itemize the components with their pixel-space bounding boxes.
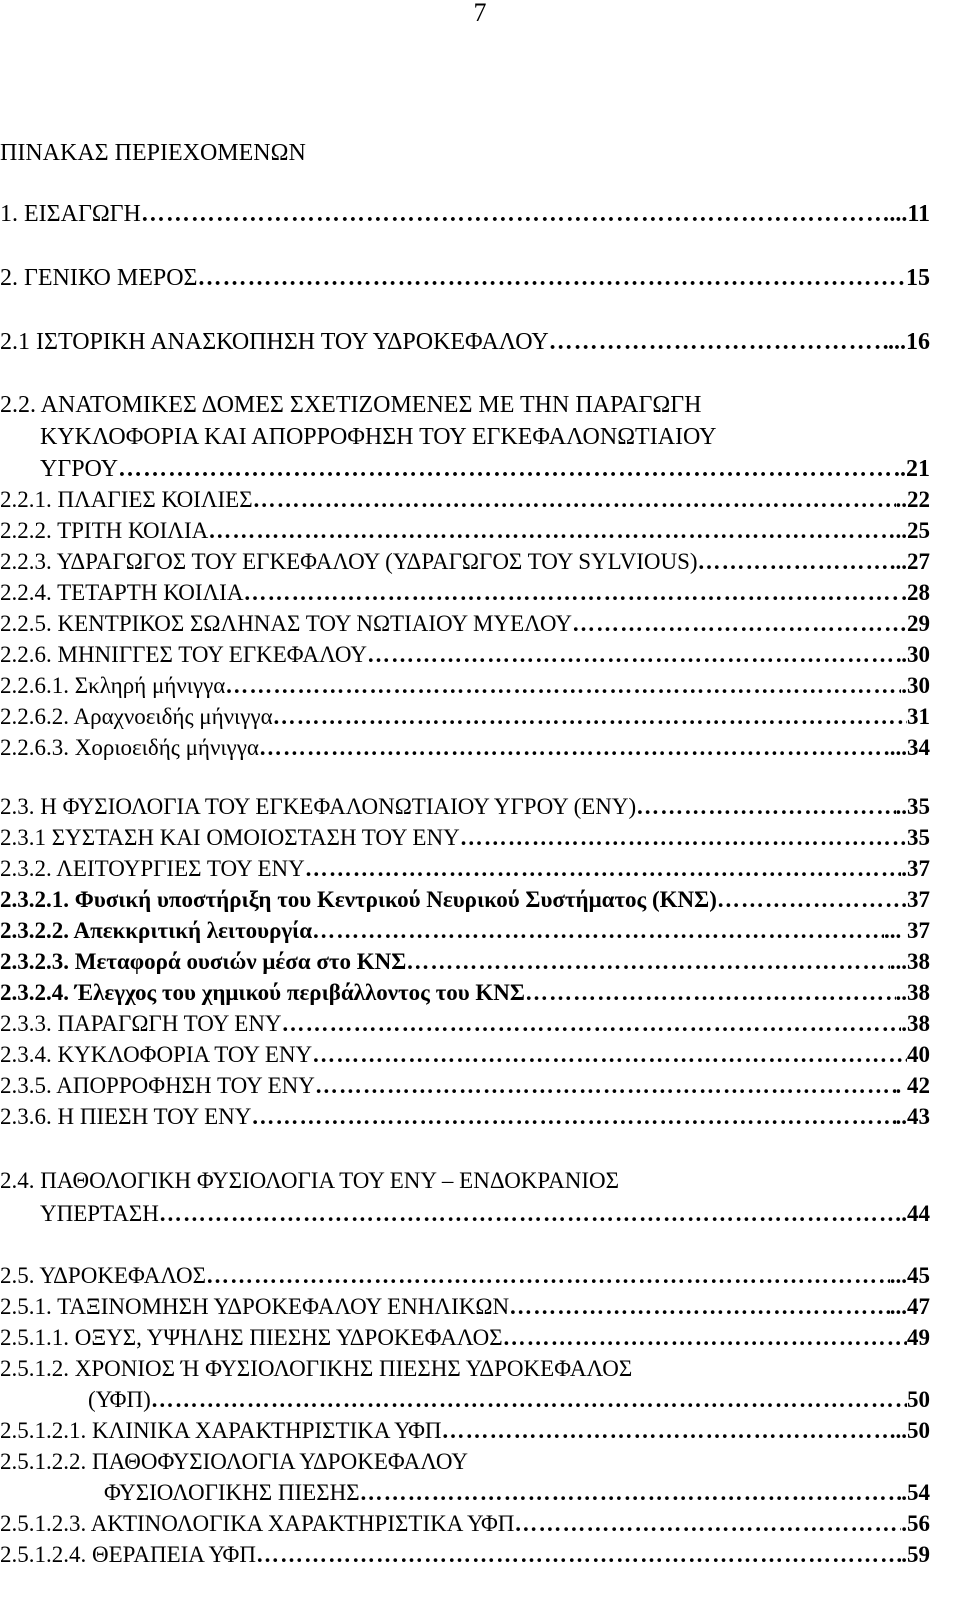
toc-entry-page: .30 <box>901 642 930 667</box>
toc-entry-page: ...11 <box>889 201 930 227</box>
toc-entry-page: ..25 <box>895 518 930 543</box>
toc-entry-title: 2.4. ΠΑΘΟΛΟΓΙΚΗ ΦΥΣΙΟΛΟΓΙΑ ΤΟΥ ΕΝΥ – ΕΝΔΟΚΡΑΝΙΟΣ <box>0 1168 619 1193</box>
toc-entry-title: 2. ΓΕΝΙΚΟ ΜΕΡΟΣ <box>0 265 198 291</box>
page-number: 7 <box>473 0 487 27</box>
toc-entry <box>0 1353 930 1385</box>
toc-entry-page: 40 <box>907 1042 930 1067</box>
toc-entry-page: .38 <box>901 1011 930 1036</box>
toc-leader <box>141 198 889 230</box>
toc-entry-page: ...27 <box>889 549 930 574</box>
toc-leader <box>503 1322 907 1354</box>
toc-leader <box>273 701 907 733</box>
toc-entry-continuation <box>104 1477 930 1509</box>
toc-entry-title: 2.5.1.2.3. ΑΚΤΙΝΟΛΟΓΙΚΑ ΧΑΡΑΚΤΗΡΙΣΤΙΚΑ ΥΦΠ <box>0 1511 515 1536</box>
toc-entry-page: 15 <box>906 265 930 291</box>
toc-entry <box>0 1322 930 1354</box>
toc-entry-page: ..22 <box>895 487 930 512</box>
toc-leader <box>259 732 890 764</box>
toc-leader <box>525 977 896 1009</box>
toc-leader <box>151 1384 907 1416</box>
toc-entry-page: ..43 <box>895 1104 930 1129</box>
toc-entry-page: .59 <box>901 1542 930 1567</box>
toc-entry-title: 2.5.1.2.4. ΘΕΡΑΠΕΙΑ ΥΦΠ <box>0 1542 256 1567</box>
toc-entry-page: ...45 <box>889 1263 930 1288</box>
toc-entry <box>0 608 930 640</box>
toc-entry-title: 2.2.6.1. Σκληρή μήνιγγα <box>0 673 226 698</box>
toc-entry-title: 2.3.2. ΛΕΙΤΟΥΡΓΙΕΣ ΤΟΥ ΕΝΥ <box>0 856 305 881</box>
toc-entry <box>0 198 930 230</box>
toc-entry <box>0 1260 930 1292</box>
toc-entry-title: 2.1 ΙΣΤΟΡΙΚΗ ΑΝΑΣΚΟΠΗΣΗ ΤΟΥ ΥΔΡΟΚΕΦΑΛΟΥ <box>0 329 549 355</box>
toc-leader <box>698 546 890 578</box>
toc-entry-page: ... 37 <box>884 918 930 943</box>
toc-entry-page: .54 <box>901 1480 930 1505</box>
toc-entry <box>0 515 930 547</box>
toc-entry <box>0 1539 930 1571</box>
toc-leader <box>312 1039 907 1071</box>
toc-entry-title: 2.5.1.2.1. ΚΛΙΝΙΚΑ ΧΑΡΑΚΤΗΡΙΣΤΙΚΑ ΥΦΠ <box>0 1418 442 1443</box>
toc-leader <box>572 608 907 640</box>
toc-leader <box>305 853 902 885</box>
toc-entry <box>0 1446 930 1478</box>
toc-leader <box>312 915 884 947</box>
toc-entry-continuation <box>40 1198 930 1230</box>
toc-entry-page: .44 <box>901 1201 930 1226</box>
toc-leader <box>198 262 906 294</box>
toc-entry-title: 2.5.1.2. ΧΡΟΝΙΟΣ Ή ΦΥΣΙΟΛΟΓΙΚΗΣ ΠΙΕΣΗΣ ΥΔΡΟΚΕΦΑΛΟΣ <box>0 1356 633 1381</box>
toc-leader <box>406 946 889 978</box>
toc-entry-title: 2.3.6. Η ΠΙΕΣΗ ΤΟΥ ΕΝΥ <box>0 1104 252 1129</box>
toc-entry-title: 2.2.3. ΥΔΡΑΓΩΓΟΣ ΤΟΥ ΕΓΚΕΦΑΛΟΥ (ΥΔΡΑΓΩΓΟΣ ΤΟΥ SYLVIOUS) <box>0 549 698 574</box>
toc-entry-title: 2.2.2. ΤΡΙΤΗ ΚΟΙΛΙΑ <box>0 518 209 543</box>
toc-entry <box>0 915 930 947</box>
toc-entry <box>0 791 930 823</box>
toc-entry-title: 2.3.2.1. Φυσική υποστήριξη του Κεντρικού Νευρικού Συστήματος (ΚΝΣ) <box>0 887 717 912</box>
toc-entry-title: 2.5.1.1. ΟΞΥΣ, ΥΨΗΛΗΣ ΠΙΕΣΗΣ ΥΔΡΟΚΕΦΑΛΟΣ <box>0 1325 503 1350</box>
toc-entry-page: ...47 <box>889 1294 930 1319</box>
toc-entry-page: .37 <box>901 856 930 881</box>
toc-entry-title: 2.5. ΥΔΡΟΚΕΦΑΛΟΣ <box>0 1263 207 1288</box>
toc-entry-title: ΥΓΡΟΥ <box>40 456 119 482</box>
toc-entry <box>0 670 930 702</box>
toc-entry <box>0 262 930 294</box>
toc-entry-title: 2.5.1.2.2. ΠΑΘΟΦΥΣΙΟΛΟΓΙΑ ΥΔΡΟΚΕΦΑΛΟΥ <box>0 1449 468 1474</box>
toc-entry-page: .28 <box>901 580 930 605</box>
toc-entry-page: 35 <box>907 825 930 850</box>
toc-entry-title: 2.3.3. ΠΑΡΑΓΩΓΗ ΤΟΥ ΕΝΥ <box>0 1011 282 1036</box>
toc-leader <box>717 884 901 916</box>
toc-leader <box>208 515 895 547</box>
toc-leader <box>367 639 901 671</box>
toc-entry <box>0 577 930 609</box>
toc-entry-title: 2.3.1 ΣΥΣΤΑΣΗ ΚΑΙ ΟΜΟΙΟΣΤΑΣΗ ΤΟΥ ΕΝΥ <box>0 825 460 850</box>
toc-entry <box>0 1070 930 1102</box>
toc-entry-page: ...34 <box>889 735 930 760</box>
toc-entry-title: 2.3.2.2. Απεκκριτική λειτουργία <box>0 918 313 943</box>
toc-leader <box>442 1415 890 1447</box>
toc-entry <box>0 701 930 733</box>
toc-entry <box>0 546 930 578</box>
toc-entry-title: 2.3.4. ΚΥΚΛΟΦΟΡΙΑ ΤΟΥ ΕΝΥ <box>0 1042 313 1067</box>
toc-entry-title: 2.2.6.2. Αραχνοειδής μήνιγγα <box>0 704 273 729</box>
toc-entry-title: 2.3. Η ΦΥΣΙΟΛΟΓΙΑ ΤΟΥ ΕΓΚΕΦΑΛΟΝΩΤΙΑΙΟΥ ΥΓΡΟΥ (ΕΝΥ) <box>0 794 637 819</box>
toc-entry <box>0 1039 930 1071</box>
toc-entry <box>0 853 930 885</box>
toc-entry-title: 2.3.2.3. Μεταφορά ουσιών μέσα στο ΚΝΣ <box>0 949 407 974</box>
toc-entry-continuation <box>40 421 930 453</box>
toc-entry-title: (ΥΦΠ) <box>88 1387 151 1412</box>
toc-entry-page: .56 <box>901 1511 930 1536</box>
toc-entry-title: 2.3.5. ΑΠΟΡΡΟΦΗΣΗ ΤΟΥ ΕΝΥ <box>0 1073 315 1098</box>
toc-entry-title: 2.2.1. ΠΛΑΓΙΕΣ ΚΟΙΛΙΕΣ <box>0 487 253 512</box>
toc-entry <box>0 1415 930 1447</box>
toc-leader <box>253 484 896 516</box>
toc-entry-page: ..38 <box>895 980 930 1005</box>
toc-entry-title: 2.2.4. ΤΕΤΑΡΤΗ ΚΟΙΛΙΑ <box>0 580 244 605</box>
toc-entry-page: .37 <box>901 887 930 912</box>
toc-leader <box>549 326 888 358</box>
toc-entry <box>0 1008 930 1040</box>
toc-leader <box>159 1198 901 1230</box>
toc-leader <box>514 1508 901 1540</box>
toc-entry-title: 2.2.6. ΜΗΝΙΓΓΕΣ ΤΟΥ ΕΓΚΕΦΑΛΟΥ <box>0 642 367 667</box>
toc-entry <box>0 977 930 1009</box>
toc-leader <box>118 453 900 485</box>
toc-entry <box>0 732 930 764</box>
toc-entry-continuation <box>88 1384 930 1416</box>
toc-entry-title: 2.3.2.4. Έλεγχος του χημικού περιβάλλοντος του ΚΝΣ <box>0 980 525 1005</box>
toc-entry-page: ...50 <box>889 1418 930 1443</box>
toc-leader <box>360 1477 902 1509</box>
toc-entry <box>0 484 930 516</box>
toc-entry-title: ΦΥΣΙΟΛΟΓΙΚΗΣ ΠΙΕΣΗΣ <box>104 1480 360 1505</box>
toc-entry <box>0 1291 930 1323</box>
toc-entry-page: 31 <box>907 704 930 729</box>
toc-entry-title: ΥΠΕΡΤΑΣΗ <box>40 1201 159 1226</box>
toc-entry <box>0 389 930 421</box>
toc-entry-title: 2.2.6.3. Χοριοειδής μήνιγγα <box>0 735 259 760</box>
toc-entry-continuation <box>40 453 930 485</box>
toc-entry-title: 2.2.5. ΚΕΝΤΡΙΚΟΣ ΣΩΛΗΝΑΣ ΤΟΥ ΝΩΤΙΑΙΟΥ ΜΥΕΛΟΥ <box>0 611 572 636</box>
toc-entry-title: 2.2. ΑΝΑΤΟΜΙΚΕΣ ΔΟΜΕΣ ΣΧΕΤΙΖΟΜΕΝΕΣ ΜΕ ΤΗΝ ΠΑΡΑΓΩΓΗ <box>0 392 702 418</box>
toc-entry <box>0 1165 930 1197</box>
toc-entry-page: . 42 <box>895 1073 930 1098</box>
toc-entry-title: ΚΥΚΛΟΦΟΡΙΑ ΚΑΙ ΑΠΟΡΡΟΦΗΣΗ ΤΟΥ ΕΓΚΕΦΑΛΟΝΩΤΙΑΙΟΥ <box>40 424 717 450</box>
toc-entry <box>0 639 930 671</box>
toc-entry <box>0 884 930 916</box>
toc-leader <box>243 577 901 609</box>
toc-entry-page: ..35 <box>895 794 930 819</box>
toc-entry-page: 29 <box>907 611 930 636</box>
toc-entry-page: ...38 <box>889 949 930 974</box>
toc-leader <box>509 1291 890 1323</box>
toc-entry-page: 50 <box>907 1387 930 1412</box>
toc-heading: ΠΙΝΑΚΑΣ ΠΕΡΙΕΧΟΜΕΝΩΝ <box>0 140 306 166</box>
toc-entry-page: .30 <box>901 673 930 698</box>
toc-entry <box>0 946 930 978</box>
toc-leader <box>225 670 901 702</box>
toc-leader <box>282 1008 902 1040</box>
toc-entry <box>0 1101 930 1133</box>
toc-leader <box>460 822 907 854</box>
toc-entry <box>0 1508 930 1540</box>
toc-entry-page: ...16 <box>888 329 930 355</box>
toc-leader <box>636 791 895 823</box>
toc-entry-page: 49 <box>907 1325 930 1350</box>
toc-entry-page: .21 <box>900 456 930 482</box>
toc-leader <box>251 1101 895 1133</box>
toc-leader <box>206 1260 890 1292</box>
toc-entry-title: 2.5.1. ΤΑΞΙΝΟΜΗΣΗ ΥΔΡΟΚΕΦΑΛΟΥ ΕΝΗΛΙΚΩΝ <box>0 1294 510 1319</box>
toc-entry <box>0 326 930 358</box>
toc-leader <box>315 1070 896 1102</box>
toc-leader <box>256 1539 901 1571</box>
toc-entry-title: 1. ΕΙΣΑΓΩΓΗ <box>0 201 141 227</box>
toc-entry <box>0 822 930 854</box>
